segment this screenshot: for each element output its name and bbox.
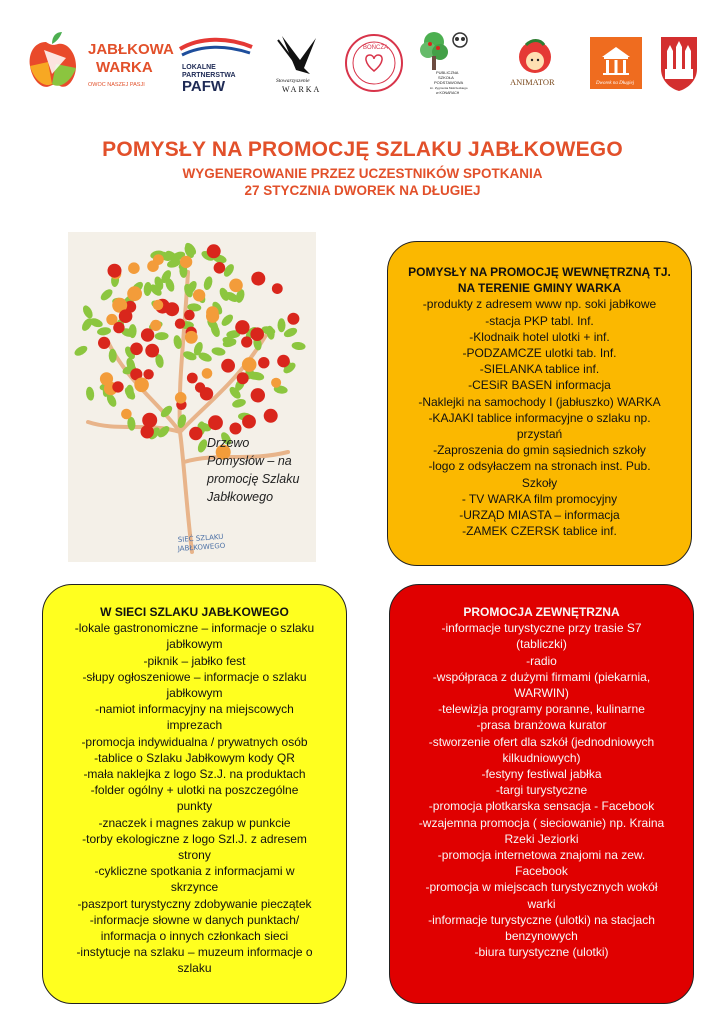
list-item: -tablice o Szlaku Jabłkowym kody QR [94, 750, 295, 765]
caption-line: Jabłkowego [207, 490, 274, 504]
apple-shape [195, 382, 205, 392]
apple-shape [207, 244, 221, 258]
list-item: -festyny festiwal jabłka [481, 767, 602, 782]
apple-shape [143, 369, 153, 379]
caption-line: promocję Szlaku [207, 472, 300, 486]
svg-text:WARKA: WARKA [96, 59, 153, 76]
apple-shape [128, 262, 140, 274]
apple-shape [150, 320, 161, 331]
apple-shape [112, 381, 123, 392]
list-item: jabłkowym [166, 637, 223, 652]
list-item: -torby ekologiczne z logo Szl.J. z adresem [82, 831, 307, 846]
tree-illustration [68, 232, 316, 562]
svg-text:LOKALNE: LOKALNE [182, 64, 216, 71]
list-item: -namiot informacyjny na miejscowych [95, 702, 294, 717]
apple-shape [193, 289, 205, 301]
internal-promotion-title [406, 264, 673, 296]
apple-shape [180, 256, 192, 268]
apple-shape [134, 378, 149, 393]
list-item: -Naklejki na samochody I (jabłuszko) WARKA [418, 394, 661, 409]
list-item: -promocja w miejscach turystycznych wokół [425, 880, 658, 895]
svg-text:JABŁKOWA: JABŁKOWA [88, 41, 174, 58]
apple-shape [271, 378, 281, 388]
list-item: -słupy ogłoszeniowe – informacje o szlaku [82, 669, 307, 684]
apple-shape [258, 357, 269, 368]
apple-shape [98, 337, 110, 349]
stowarzyszenie-warka-logo [270, 22, 330, 104]
external-promotion-list [406, 620, 677, 960]
apple-shape [221, 359, 235, 373]
list-item: -ZAMEK CZERSK tablice inf. [462, 524, 617, 539]
list-item: WARWIN) [514, 686, 569, 701]
apple-shape [230, 423, 242, 435]
apple-shape [147, 260, 159, 272]
apple-shape [251, 388, 265, 402]
list-item: -promocja indywidualna / prywatnych osób [81, 734, 308, 749]
list-item: strony [178, 848, 211, 863]
network-title: W SIECI SZLAKU JABŁKOWEGO [100, 605, 289, 619]
school-logo [418, 22, 478, 104]
svg-text:WARKA: WARKA [282, 85, 322, 94]
apple-shape [277, 355, 290, 368]
list-item: informacja o innych członkach sieci [100, 929, 289, 944]
apple-shape [184, 310, 195, 321]
list-item: -promocja internetowa znajomi na zew. [437, 848, 646, 863]
list-item: imprezach [166, 718, 223, 733]
list-item: Facebook [515, 864, 568, 879]
partner-logos-strip [0, 22, 725, 104]
svg-text:OWOC NASZEJ PASJI: OWOC NASZEJ PASJI [88, 82, 145, 88]
svg-text:Stowarzyszenie: Stowarzyszenie [276, 78, 310, 84]
apple-shape [175, 392, 187, 404]
subtitle-date: 27 STYCZNIA DWOREK NA DŁUGIEJ [244, 183, 481, 198]
header [0, 138, 725, 199]
apple-shape [202, 368, 213, 379]
apple-shape [130, 343, 143, 356]
list-item: -CESiR BASEN informacja [468, 378, 611, 393]
apple-shape [145, 344, 159, 358]
apple-shape [187, 373, 198, 384]
apple-shape [235, 320, 249, 334]
caption-line: Drzewo [207, 436, 250, 450]
list-item: -współpraca z dużymi firmami (piekarnia, [432, 669, 651, 684]
list-item: -prasa branżowa kurator [476, 718, 607, 733]
svg-text:PAFW: PAFW [182, 78, 226, 95]
apple-shape [251, 272, 265, 286]
list-item: -paszport turystyczny zdobywanie pieczątek [77, 896, 312, 911]
svg-text:im. Zygmunta Mokrzeckiego: im. Zygmunta Mokrzeckiego [430, 86, 468, 90]
list-item: -mała naklejka z logo Sz.J. na produktach [83, 767, 306, 782]
list-item: -znaczek i magnes zakup w punkcie [98, 815, 291, 830]
pafw-logo [176, 22, 256, 104]
apple-shape [121, 409, 132, 420]
apple-shape [229, 279, 243, 293]
tree-of-ideas-photo [68, 232, 316, 562]
apple-shape [242, 357, 257, 372]
svg-text:PODSTAWOWA: PODSTAWOWA [434, 80, 464, 85]
svg-text:PARTNERSTWA: PARTNERSTWA [182, 72, 236, 79]
apple-shape [141, 328, 154, 341]
network-box [42, 584, 347, 1004]
list-item: -radio [526, 653, 557, 668]
title-line: NA TERENIE GMINY WARKA [457, 281, 622, 296]
external-promotion-title: PROMOCJA ZEWNĘTRZNA [463, 605, 620, 619]
svg-text:PUBLICZNA: PUBLICZNA [436, 70, 459, 75]
list-item: szlaku [177, 961, 212, 976]
list-item: -informacje turystyczne przy trasie S7 [441, 621, 642, 636]
list-item: -cykliczne spotkania z informacjami w [94, 864, 295, 879]
apple-shape [127, 286, 142, 301]
apple-shape [242, 415, 256, 429]
list-item: benzynowych [505, 929, 578, 944]
subtitle-participants: WYGENEROWANIE PRZEZ UCZESTNIKÓW SPOTKANIA [182, 166, 543, 181]
apple-shape [208, 415, 223, 430]
list-item: -stworzenie ofert dla szkół (jednodniowych [428, 734, 655, 749]
apple-shape [175, 319, 185, 329]
list-item: -URZĄD MIASTA – informacja [459, 508, 620, 523]
internal-promotion-list [406, 296, 673, 539]
list-item: -lokale gastronomiczne – informacje o szlaku [74, 621, 315, 636]
apple-shape [142, 413, 157, 428]
handwriting-line-2: JABŁKOWEGO [177, 541, 226, 553]
jablkowa-warka-logo [22, 22, 174, 104]
list-item: warki [527, 896, 556, 911]
list-item: -produkty z adresem www np. soki jabłkowe [422, 297, 657, 312]
list-item: Rzeki Jeziorki [504, 831, 579, 846]
apple-shape [189, 427, 202, 440]
apple-shape [264, 409, 278, 423]
dworek-logo [590, 22, 642, 104]
list-item: -informacje turystyczne (ulotki) na stacjach [428, 912, 655, 927]
list-item: jabłkowym [166, 686, 223, 701]
list-item: -SIELANKA tablice inf. [479, 362, 600, 377]
apple-shape [250, 327, 264, 341]
apple-shape [100, 372, 113, 385]
apple-shape [214, 262, 226, 274]
list-item: -promocja plotkarska sensacja - Facebook [428, 799, 655, 814]
list-item: -wzajemna promocja ( sieciowanie) np. Kraina [418, 815, 665, 830]
svg-text:ANIMATOR: ANIMATOR [510, 77, 555, 87]
boncza-stamp-logo [342, 22, 406, 104]
list-item: - TV WARKA film promocyjny [461, 491, 618, 506]
apple-shape [241, 336, 252, 347]
list-item: punkty [176, 799, 213, 814]
external-promotion-box [389, 584, 694, 1004]
caption-line: Pomysłów – na [207, 454, 292, 468]
apple-shape [272, 283, 283, 294]
list-item: -Klodnaik hotel ulotki + inf. [469, 329, 610, 344]
svg-text:w KONARACH: w KONARACH [436, 91, 460, 95]
list-item: -piknik – jabłko fest [143, 653, 246, 668]
apple-shape [185, 331, 198, 344]
apple-shape [165, 302, 179, 316]
list-item: -telewizja programy poranne, kulinarne [438, 702, 645, 717]
photo-caption [207, 434, 317, 506]
page-title: POMYSŁY NA PROMOCJĘ SZLAKU JABŁKOWEGO [102, 138, 623, 161]
leaf-shape [278, 318, 286, 332]
apple-shape [113, 322, 124, 333]
list-item: Szkoły [521, 475, 558, 490]
list-item: -biura turystyczne (ulotki) [474, 945, 609, 960]
list-item: -instytucje na szlaku – muzeum informacje o [76, 945, 313, 960]
list-item: -Zaproszenia do gmin sąsiednich szkoły [433, 443, 646, 458]
list-item: -informacje słowne w danych punktach/ [89, 912, 300, 927]
list-item: -logo z odsyłaczem na stronach inst. Pub. [428, 459, 651, 474]
apple-shape [119, 309, 133, 323]
apple-shape [287, 313, 299, 325]
list-item: -targi turystyczne [495, 783, 588, 798]
list-item: skrzynce [170, 880, 219, 895]
apple-shape [153, 300, 164, 311]
handwriting-line-1: SIEĆ SZLAKU [177, 532, 224, 544]
svg-text:SZKOŁA: SZKOŁA [438, 75, 454, 80]
list-item: kilkudniowych) [502, 750, 581, 765]
apple-shape [237, 372, 249, 384]
warka-coat-of-arms [656, 22, 702, 104]
apple-shape [206, 306, 219, 319]
svg-text:BOŃCZA: BOŃCZA [363, 45, 389, 51]
list-item: przystań [516, 427, 563, 442]
apple-logo-icon [22, 28, 174, 98]
list-item: -PODZAMCZE ulotki tab. Inf. [462, 346, 617, 361]
animator-logo [502, 22, 568, 104]
list-item: -stacja PKP tabl. Inf. [485, 313, 594, 328]
list-item: -folder ogólny + ulotki na poszczególne [90, 783, 299, 798]
svg-text:Dworek na Długiej: Dworek na Długiej [596, 81, 635, 86]
network-list [61, 620, 328, 976]
list-item: -KAJAKI tablice informacyjne o szlaku np. [428, 410, 651, 425]
apple-shape [108, 264, 122, 278]
list-item: (tabliczki) [516, 637, 567, 652]
title-line: POMYSŁY NA PROMOCJĘ WEWNĘTRZNĄ TJ. [408, 265, 671, 279]
internal-promotion-box [387, 241, 692, 566]
